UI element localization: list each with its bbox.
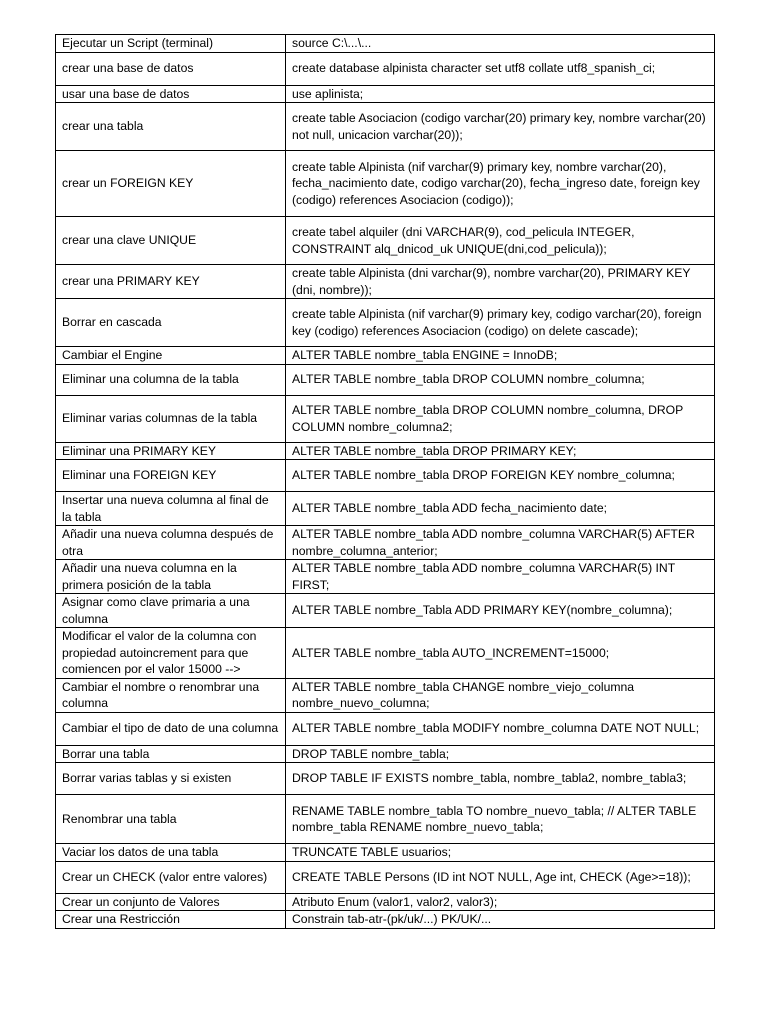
command-cell: Atributo Enum (valor1, valor2, valor3); — [286, 893, 715, 911]
operation-cell: Borrar en cascada — [56, 299, 286, 347]
table-row — [56, 844, 715, 862]
operation-cell: Crear un conjunto de Valores — [56, 893, 286, 911]
table-row — [56, 103, 715, 151]
table-row — [56, 299, 715, 347]
command-cell: ALTER TABLE nombre_tabla DROP COLUMN nombre_columna, DROP COLUMN nombre_columna2; — [286, 395, 715, 442]
table-row — [56, 911, 715, 929]
table-row — [56, 795, 715, 844]
command-cell: create table Alpinista (nif varchar(9) primary key, codigo varchar(20), foreign key (codigo) references Asociacion (codigo) on delete cascade); — [286, 299, 715, 347]
command-cell: Constrain tab-atr-(pk/uk/...) PK/UK/... — [286, 911, 715, 929]
table-row — [56, 85, 715, 103]
operation-cell: Borrar varias tablas y si existen — [56, 763, 286, 795]
operation-cell: usar una base de datos — [56, 85, 286, 103]
table-row — [56, 628, 715, 679]
command-cell: use aplinista; — [286, 85, 715, 103]
table-row — [56, 712, 715, 745]
operation-cell: Cambiar el nombre o renombrar una columna — [56, 678, 286, 712]
table-row — [56, 763, 715, 795]
command-cell: ALTER TABLE nombre_tabla MODIFY nombre_columna DATE NOT NULL; — [286, 712, 715, 745]
table-row — [56, 442, 715, 460]
command-cell: ALTER TABLE nombre_tabla ADD nombre_columna VARCHAR(5) INT FIRST; — [286, 560, 715, 594]
command-cell: ALTER TABLE nombre_tabla DROP FOREIGN KEY nombre_columna; — [286, 460, 715, 492]
operation-cell: Borrar una tabla — [56, 745, 286, 763]
operation-cell: crear una PRIMARY KEY — [56, 265, 286, 299]
operation-cell: Renombrar una tabla — [56, 795, 286, 844]
command-cell: ALTER TABLE nombre_tabla ENGINE = InnoDB; — [286, 347, 715, 365]
table-row — [56, 217, 715, 265]
table-row — [56, 151, 715, 217]
operation-cell: Cambiar el Engine — [56, 347, 286, 365]
table-row — [56, 460, 715, 492]
operation-cell: Añadir una nueva columna después de otra — [56, 526, 286, 560]
operation-cell: crear un FOREIGN KEY — [56, 151, 286, 217]
operation-cell: Cambiar el tipo de dato de una columna — [56, 712, 286, 745]
command-cell: create tabel alquiler (dni VARCHAR(9), cod_pelicula INTEGER, CONSTRAINT alq_dnicod_uk UNIQUE(dni,cod_pelicula)); — [286, 217, 715, 265]
command-cell: ALTER TABLE nombre_tabla CHANGE nombre_viejo_columna nombre_nuevo_columna; — [286, 678, 715, 712]
command-cell: RENAME TABLE nombre_tabla TO nombre_nuevo_tabla; // ALTER TABLE nombre_tabla RENAME nombre_nuevo_tabla; — [286, 795, 715, 844]
table-row — [56, 35, 715, 53]
table-row — [56, 364, 715, 395]
command-cell: CREATE TABLE Persons (ID int NOT NULL, Age int, CHECK (Age>=18)); — [286, 861, 715, 893]
command-cell: ALTER TABLE nombre_tabla ADD nombre_columna VARCHAR(5) AFTER nombre_columna_anterior; — [286, 526, 715, 560]
command-cell: ALTER TABLE nombre_tabla ADD fecha_nacimiento date; — [286, 492, 715, 526]
table-row — [56, 347, 715, 365]
command-cell: ALTER TABLE nombre_tabla AUTO_INCREMENT=15000; — [286, 628, 715, 679]
table-row — [56, 560, 715, 594]
sql-reference-table — [55, 34, 715, 929]
command-cell: source C:\...\... — [286, 35, 715, 53]
table-row — [56, 745, 715, 763]
operation-cell: Eliminar una columna de la tabla — [56, 364, 286, 395]
table-row — [56, 893, 715, 911]
command-cell: DROP TABLE IF EXISTS nombre_tabla, nombre_tabla2, nombre_tabla3; — [286, 763, 715, 795]
command-cell: create table Alpinista (nif varchar(9) primary key, nombre varchar(20), fecha_nacimiento date, codigo varchar(20), fecha_ingreso date, foreign key (codigo) references Asociacion (codigo)); — [286, 151, 715, 217]
command-cell: create table Asociacion (codigo varchar(20) primary key, nombre varchar(20) not null, unicacion varchar(20)); — [286, 103, 715, 151]
table-row — [56, 265, 715, 299]
table-row — [56, 395, 715, 442]
operation-cell: Eliminar una FOREIGN KEY — [56, 460, 286, 492]
table-row — [56, 52, 715, 85]
operation-cell: Insertar una nueva columna al final de la tabla — [56, 492, 286, 526]
table-row — [56, 526, 715, 560]
operation-cell: Añadir una nueva columna en la primera posición de la tabla — [56, 560, 286, 594]
command-cell: DROP TABLE nombre_tabla; — [286, 745, 715, 763]
operation-cell: Asignar como clave primaria a una columna — [56, 594, 286, 628]
operation-cell: Ejecutar un Script (terminal) — [56, 35, 286, 53]
operation-cell: Crear una Restricción — [56, 911, 286, 929]
operation-cell: crear una base de datos — [56, 52, 286, 85]
command-cell: create table Alpinista (dni varchar(9), nombre varchar(20), PRIMARY KEY (dni, nombre)); — [286, 265, 715, 299]
operation-cell: Eliminar varias columnas de la tabla — [56, 395, 286, 442]
operation-cell: Eliminar una PRIMARY KEY — [56, 442, 286, 460]
table-row — [56, 594, 715, 628]
table-row — [56, 678, 715, 712]
operation-cell: crear una clave UNIQUE — [56, 217, 286, 265]
table-row — [56, 861, 715, 893]
command-cell: ALTER TABLE nombre_tabla DROP PRIMARY KEY; — [286, 442, 715, 460]
operation-cell: Crear un CHECK (valor entre valores) — [56, 861, 286, 893]
operation-cell: crear una tabla — [56, 103, 286, 151]
command-cell: create database alpinista character set utf8 collate utf8_spanish_ci; — [286, 52, 715, 85]
operation-cell: Modificar el valor de la columna con propiedad autoincrement para que comiencen por el valor 15000 --> — [56, 628, 286, 679]
command-cell: ALTER TABLE nombre_tabla DROP COLUMN nombre_columna; — [286, 364, 715, 395]
command-cell: ALTER TABLE nombre_Tabla ADD PRIMARY KEY(nombre_columna); — [286, 594, 715, 628]
table-row — [56, 492, 715, 526]
operation-cell: Vaciar los datos de una tabla — [56, 844, 286, 862]
command-cell: TRUNCATE TABLE usuarios; — [286, 844, 715, 862]
